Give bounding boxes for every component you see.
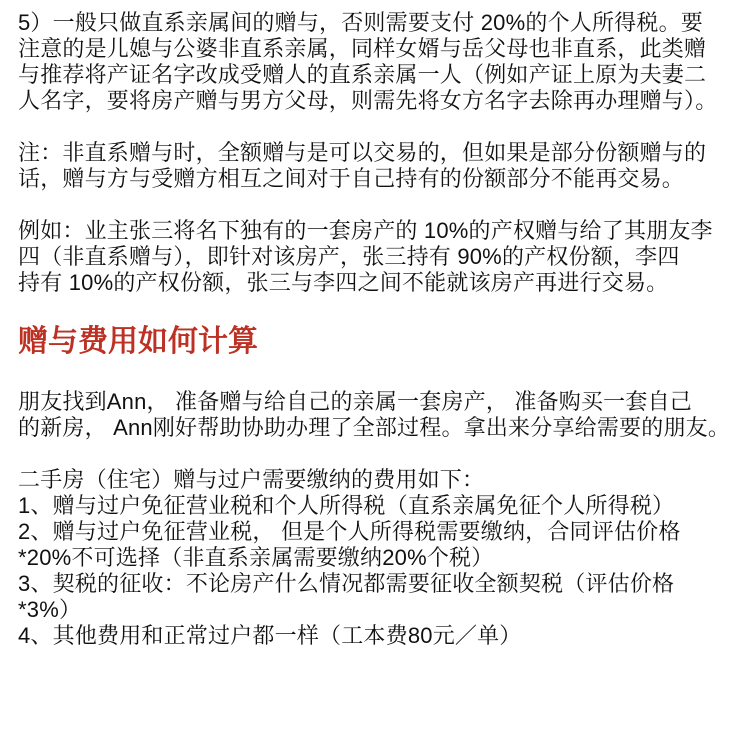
- text-line: 例如：业主张三将名下独有的一套房产的 10%的产权赠与给了其朋友李: [18, 218, 713, 243]
- paragraph-example: [18, 218, 724, 296]
- fee-list-line: 3、契税的征收：不论房产什么情况都需要征收全额契税（评估价格: [18, 571, 675, 596]
- fee-list-line: 二手房（住宅）赠与过户需要缴纳的费用如下：: [18, 467, 485, 492]
- fee-list: [18, 467, 724, 649]
- text-line: 朋友找到Ann， 准备赠与给自己的亲属一套房产， 准备购买一套自己: [18, 389, 692, 414]
- fee-list-line: 4、其他费用和正常过户都一样（工本费80元／单）: [18, 623, 522, 648]
- fee-list-line: 1、赠与过户免征营业税和个人所得税（直系亲属免征个人所得税）: [18, 493, 675, 518]
- text-line: 持有 10%的产权份额，张三与李四之间不能就该房产再进行交易。: [18, 270, 669, 295]
- section-heading: 赠与费用如何计算: [18, 325, 258, 358]
- text-line: 四（非直系赠与），即针对该房产，张三持有 90%的产权份额，李四: [18, 244, 680, 269]
- text-line: 话，赠与方与受赠方相互之间对于自己持有的份额部分不能再交易。: [18, 166, 685, 191]
- paragraph-note: [18, 140, 724, 192]
- text-line: 注：非直系赠与时，全额赠与是可以交易的，但如果是部分份额赠与的: [18, 140, 707, 165]
- text-line: 与推荐将产证名字改成受赠人的直系亲属一人（例如产证上原为夫妻二: [18, 62, 707, 87]
- fee-list-line: *3%）: [18, 597, 82, 622]
- fee-list-line: *20%不可选择（非直系亲属需要缴纳20%个税）: [18, 545, 494, 570]
- text-line: 的新房， Ann刚好帮助协助办理了全部过程。拿出来分享给需要的朋友。: [18, 415, 731, 440]
- paragraph-gift-rule: [18, 10, 724, 114]
- text-line: 注意的是儿媳与公婆非直系亲属，同样女婿与岳父母也非直系，此类赠: [18, 36, 707, 61]
- text-line: 人名字，要将房产赠与男方父母，则需先将女方名字去除再办理赠与）。: [18, 88, 718, 113]
- paragraph-intro: [18, 389, 731, 441]
- fee-list-line: 2、赠与过户免征营业税， 但是个人所得税需要缴纳，合同评估价格: [18, 519, 681, 544]
- text-line: 5）一般只做直系亲属间的赠与，否则需要支付 20%的个人所得税。要: [18, 10, 703, 35]
